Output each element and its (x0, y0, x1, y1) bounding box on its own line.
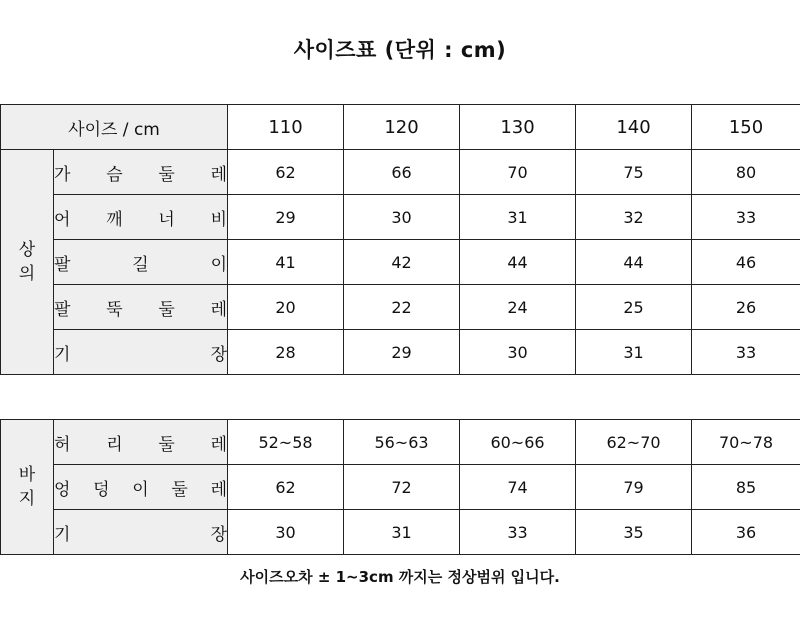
size-unit-header: 사이즈 / cm (1, 105, 228, 150)
measurement-label (54, 285, 228, 330)
size-table (0, 104, 800, 555)
table-row (1, 150, 800, 195)
measurement-label (54, 150, 228, 195)
measurement-value: 22 (344, 285, 460, 330)
measurement-label-char: 팔 (54, 299, 71, 320)
measurement-value: 74 (460, 465, 576, 510)
measurement-value: 33 (460, 510, 576, 555)
measurement-label-char: 레 (210, 164, 227, 185)
group-label-char: 바 (18, 465, 36, 485)
table-row (1, 510, 800, 555)
group-label-char: 상 (18, 240, 36, 260)
measurement-label (54, 510, 228, 555)
measurement-label (54, 240, 228, 285)
measurement-label-char: 둘 (158, 434, 175, 455)
table-row (1, 420, 800, 465)
header-row (1, 105, 800, 150)
measurement-value: 52~58 (228, 420, 344, 465)
measurement-value: 30 (344, 195, 460, 240)
measurement-value: 70~78 (692, 420, 800, 465)
measurement-value: 33 (692, 330, 800, 375)
measurement-label-char: 덩 (93, 479, 110, 500)
measurement-value: 30 (460, 330, 576, 375)
measurement-label-text (54, 250, 227, 275)
measurement-value: 46 (692, 240, 800, 285)
measurement-label (54, 330, 228, 375)
measurement-value: 26 (692, 285, 800, 330)
measurement-label-char: 너 (158, 209, 175, 230)
measurement-value: 32 (576, 195, 692, 240)
measurement-label-char: 둘 (158, 164, 175, 185)
measurement-label-char: 허 (54, 434, 71, 455)
group-label-char: 의 (18, 264, 36, 284)
page-title: 사이즈표 (단위 : cm) (293, 38, 507, 62)
measurement-label-char: 장 (210, 524, 227, 545)
section-separator (1, 375, 800, 420)
measurement-label (54, 420, 228, 465)
measurement-label-char: 레 (210, 299, 227, 320)
size-110-header: 110 (228, 105, 344, 150)
measurement-value: 60~66 (460, 420, 576, 465)
measurement-value: 20 (228, 285, 344, 330)
measurement-label-text (54, 295, 227, 320)
table-row (1, 240, 800, 285)
measurement-label-text (54, 520, 227, 545)
measurement-value: 42 (344, 240, 460, 285)
measurement-label-char: 리 (106, 434, 123, 455)
group-label-char: 지 (18, 489, 36, 509)
measurement-value: 75 (576, 150, 692, 195)
measurement-label-char: 장 (210, 344, 227, 365)
measurement-label-text (54, 340, 227, 365)
measurement-label-text (54, 160, 227, 185)
measurement-value: 44 (460, 240, 576, 285)
measurement-label-char: 가 (54, 164, 71, 185)
measurement-label-char: 기 (54, 524, 71, 545)
measurement-value: 29 (228, 195, 344, 240)
measurement-label-char: 비 (210, 209, 227, 230)
measurement-value: 41 (228, 240, 344, 285)
measurement-label-char: 기 (54, 344, 71, 365)
measurement-value: 28 (228, 330, 344, 375)
measurement-label-char: 레 (210, 479, 227, 500)
size-140-header: 140 (576, 105, 692, 150)
measurement-value: 80 (692, 150, 800, 195)
measurement-label-char: 둘 (158, 299, 175, 320)
table-row (1, 330, 800, 375)
measurement-value: 72 (344, 465, 460, 510)
size-tolerance-note: 사이즈오차 ± 1~3cm 까지는 정상범위 입니다. (240, 568, 560, 586)
measurement-label-char: 엉 (54, 479, 71, 500)
measurement-label-char: 둘 (171, 479, 188, 500)
measurement-value: 31 (460, 195, 576, 240)
measurement-value: 62~70 (576, 420, 692, 465)
measurement-value: 79 (576, 465, 692, 510)
measurement-value: 24 (460, 285, 576, 330)
measurement-value: 31 (344, 510, 460, 555)
group-label-pants (1, 420, 54, 555)
measurement-value: 66 (344, 150, 460, 195)
size-130-header: 130 (460, 105, 576, 150)
measurement-label-text (54, 430, 227, 455)
table-row (1, 195, 800, 240)
measurement-value: 85 (692, 465, 800, 510)
measurement-label-char: 팔 (54, 254, 71, 275)
measurement-value: 25 (576, 285, 692, 330)
measurement-label (54, 195, 228, 240)
measurement-value: 62 (228, 465, 344, 510)
measurement-label-char: 레 (210, 434, 227, 455)
measurement-value: 30 (228, 510, 344, 555)
measurement-label-char: 이 (210, 254, 227, 275)
measurement-label-text (54, 205, 227, 230)
table-row (1, 465, 800, 510)
measurement-label-char: 어 (54, 209, 71, 230)
measurement-label-char: 뚝 (106, 299, 123, 320)
measurement-label (54, 465, 228, 510)
group-label-top (1, 150, 54, 375)
measurement-value: 31 (576, 330, 692, 375)
measurement-value: 56~63 (344, 420, 460, 465)
table-row (1, 285, 800, 330)
measurement-value: 62 (228, 150, 344, 195)
measurement-value: 44 (576, 240, 692, 285)
measurement-value: 36 (692, 510, 800, 555)
measurement-label-text (54, 475, 227, 500)
measurement-value: 70 (460, 150, 576, 195)
size-150-header: 150 (692, 105, 800, 150)
measurement-label-char: 길 (132, 254, 149, 275)
measurement-label-char: 슴 (106, 164, 123, 185)
separator-cell (1, 375, 800, 420)
measurement-label-char: 이 (132, 479, 149, 500)
size-120-header: 120 (344, 105, 460, 150)
measurement-value: 29 (344, 330, 460, 375)
measurement-value: 33 (692, 195, 800, 240)
measurement-value: 35 (576, 510, 692, 555)
measurement-label-char: 깨 (106, 209, 123, 230)
